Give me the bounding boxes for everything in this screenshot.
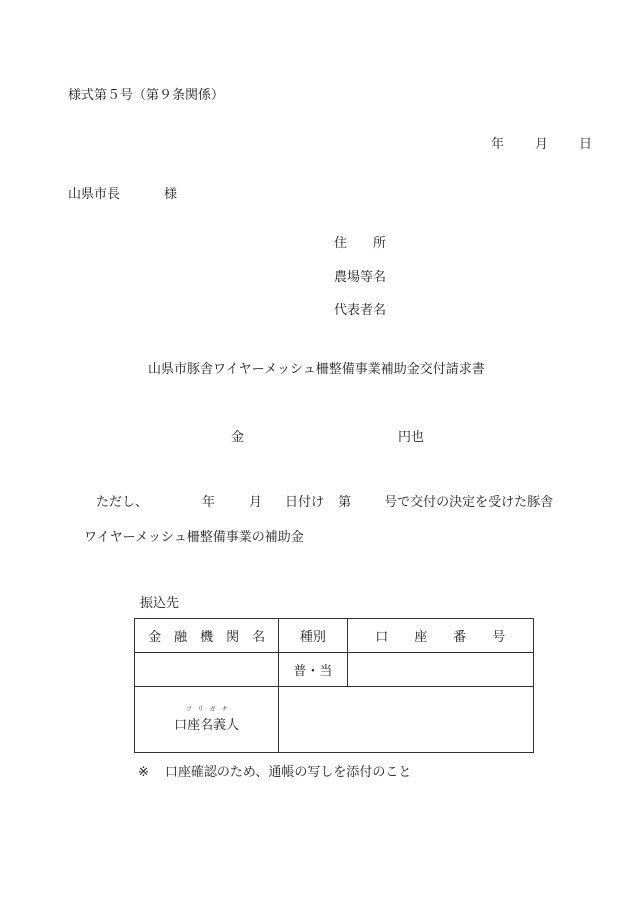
note-mark: ※ <box>138 765 149 780</box>
attachment-note <box>138 765 411 781</box>
body-year: 年 <box>202 495 216 510</box>
amount-suffix: 円也 <box>398 430 425 445</box>
account-number-value-cell[interactable] <box>347 653 533 687</box>
holder-value-cell[interactable] <box>279 687 534 753</box>
body-day-dated: 日付け <box>285 495 325 510</box>
header-account-number: 口 座 番 号 <box>347 619 533 653</box>
note-text: 口座確認のため、通帳の写しを添付のこと <box>164 765 412 780</box>
address-label-b: 所 <box>373 236 387 251</box>
account-type-value[interactable]: 普・当 <box>279 653 347 687</box>
addressee <box>68 187 177 203</box>
applicant-rep-label: 代表者名 <box>334 303 387 318</box>
holder-label: 口座名義人 <box>174 718 240 733</box>
date-line <box>491 137 592 153</box>
holder-label-cell <box>135 687 279 753</box>
applicant-address-label <box>334 236 386 252</box>
holder-label-wrap <box>174 706 239 733</box>
address-label-a: 住 <box>334 236 348 251</box>
body-tadashi: ただし、 <box>96 495 149 510</box>
date-day-label: 日 <box>579 137 593 152</box>
date-month-label: 月 <box>535 137 549 152</box>
addressee-name: 山県市長 <box>68 187 121 202</box>
amount-prefix: 金 <box>231 430 245 445</box>
body-line-2: ワイヤーメッシュ柵整備事業の補助金 <box>84 530 304 545</box>
body-month: 月 <box>249 495 263 510</box>
bank-section-label: 振込先 <box>140 596 180 611</box>
bank-table-value-row <box>135 653 534 687</box>
addressee-honorific: 様 <box>164 187 178 202</box>
header-type: 種別 <box>279 619 347 653</box>
body-line-1 <box>96 495 553 511</box>
bank-account-table <box>134 618 534 753</box>
institution-value-cell[interactable] <box>135 653 279 687</box>
header-institution: 金 融 機 関 名 <box>135 619 279 653</box>
applicant-farm-label: 農場等名 <box>334 270 387 285</box>
holder-furigana: フリガナ <box>185 706 234 713</box>
form-number: 様式第５号（第９条関係） <box>68 88 225 103</box>
bank-table-holder-row <box>135 687 534 753</box>
date-year-label: 年 <box>491 137 505 152</box>
document-title: 山県市豚舎ワイヤーメッシュ柵整備事業補助金交付請求書 <box>148 362 485 377</box>
body-dai: 第 <box>338 495 352 510</box>
bank-table-header-row <box>135 619 534 653</box>
body-line1-rest: 号で交付の決定を受けた豚舎 <box>384 495 554 510</box>
